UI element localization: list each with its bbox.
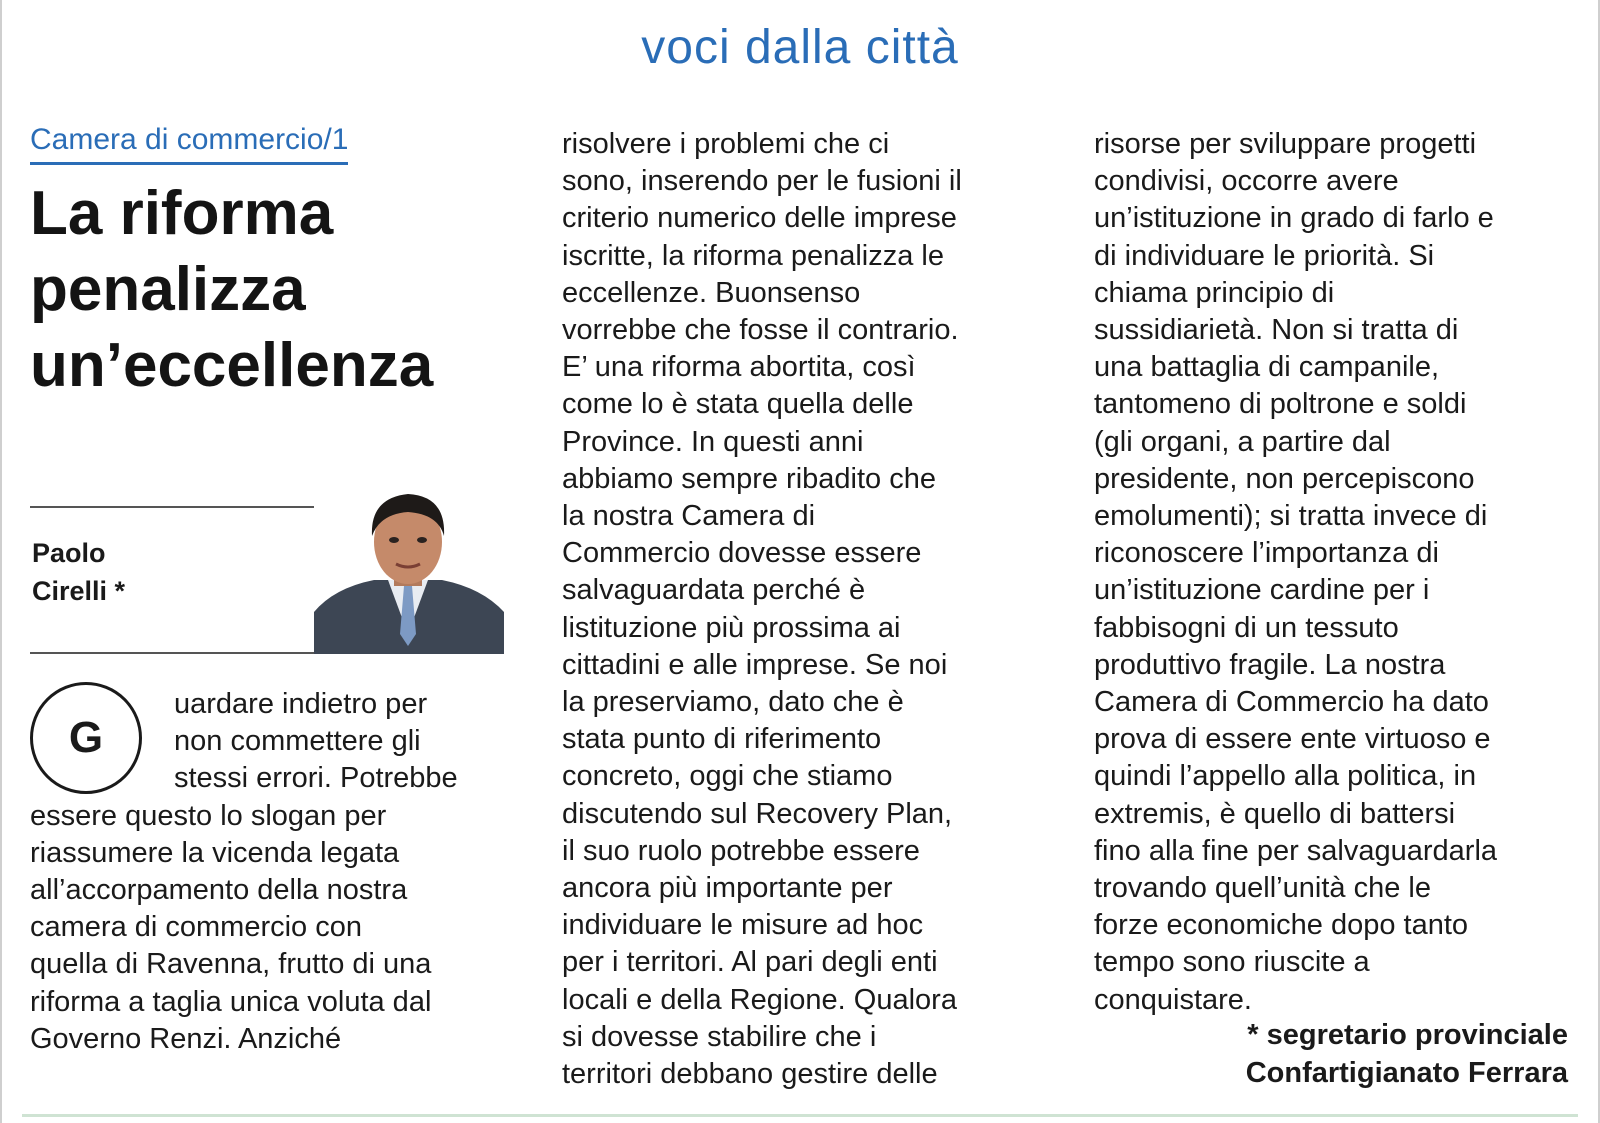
- text-line: un’istituzione cardine per i: [1094, 574, 1430, 607]
- text-line: sussidiarietà. Non si tratta di: [1094, 314, 1459, 347]
- drop-cap: G: [30, 682, 142, 794]
- text-line: produttivo fragile. La nostra: [1094, 648, 1446, 681]
- text-line: listituzione più prossima ai: [562, 611, 901, 644]
- text-line: un’istituzione in grado di farlo e: [1094, 202, 1494, 235]
- text-line: abbiamo sempre ribadito che: [562, 462, 936, 495]
- text-line: vorrebbe che fosse il contrario.: [562, 314, 959, 347]
- text-line: territori debbano gestire delle: [562, 1058, 938, 1091]
- author-signature: [1246, 1016, 1568, 1092]
- text-line: riassumere la vicenda legata: [30, 836, 400, 869]
- text-line: salvaguardata perché è: [562, 574, 866, 607]
- text-line: chiama principio di: [1094, 276, 1335, 309]
- text-line: fino alla fine per salvaguardarla: [1094, 834, 1498, 867]
- text-line: iscritte, la riforma penalizza le: [562, 239, 944, 272]
- signature-line: Confartigianato Ferrara: [1245, 1057, 1568, 1089]
- text-line: locali e della Regione. Qualora: [562, 983, 957, 1016]
- text-line: eccellenze. Buonsenso: [562, 276, 861, 309]
- text-line: non commettere gli: [174, 725, 421, 758]
- text-line: riconoscere l’importanza di: [1094, 537, 1439, 570]
- text-line: presidente, non percepiscono: [1094, 462, 1475, 495]
- text-line: emolumenti); si tratta invece di: [1094, 500, 1488, 533]
- text-line: camera di commercio con: [30, 911, 362, 944]
- author-last-name: Cirelli *: [32, 576, 126, 606]
- text-line: prova di essere ente virtuoso e: [1094, 723, 1491, 756]
- text-line: essere questo lo slogan per: [30, 799, 387, 832]
- text-line: conquistare.: [1094, 983, 1252, 1016]
- text-line: individuare le misure ad hoc: [562, 909, 924, 942]
- article-column-3: [1094, 126, 1584, 1019]
- text-line: risorse per sviluppare progetti: [1094, 128, 1477, 160]
- article-column-1: [30, 686, 510, 1058]
- text-line: concreto, oggi che stiamo: [562, 760, 893, 793]
- text-line: si dovesse stabilire che i: [562, 1020, 877, 1053]
- text-line: quella di Ravenna, frutto di una: [30, 948, 432, 981]
- text-line: criterio numerico delle imprese: [562, 202, 957, 235]
- headline-line: un’eccellenza: [30, 331, 434, 400]
- signature-line: * segretario provinciale: [1247, 1019, 1568, 1051]
- author-photo: [314, 484, 504, 654]
- text-line: tantomeno di poltrone e soldi: [1094, 388, 1467, 421]
- bottom-divider: [22, 1114, 1578, 1117]
- text-line: sono, inserendo per le fusioni il: [562, 165, 962, 198]
- text-line: uardare indietro per: [174, 688, 428, 720]
- author-name: [32, 534, 192, 610]
- text-line: condivisi, occorre avere: [1094, 165, 1399, 198]
- author-portrait-image: [314, 484, 504, 654]
- text-line: come lo è stata quella delle: [562, 388, 914, 421]
- article-kicker: Camera di commercio/1: [30, 122, 348, 165]
- text-line: discutendo sul Recovery Plan,: [562, 797, 953, 830]
- text-line: Commercio dovesse essere: [562, 537, 922, 570]
- text-line: cittadini e alle imprese. Se noi: [562, 648, 948, 681]
- text-line: di individuare le priorità. Si: [1094, 239, 1435, 272]
- text-line: riforma a taglia unica voluta dal: [30, 985, 432, 1018]
- headline-line: La riforma: [30, 179, 334, 248]
- text-line: trovando quell’unità che le: [1094, 872, 1431, 905]
- text-line: una battaglia di campanile,: [1094, 351, 1440, 384]
- text-line: il suo ruolo potrebbe essere: [562, 834, 920, 867]
- text-line: forze economiche dopo tanto: [1094, 909, 1469, 942]
- text-line: all’accorpamento della nostra: [30, 874, 408, 907]
- headline-line: penalizza: [30, 255, 306, 324]
- section-header: voci dalla città: [641, 21, 959, 74]
- text-line: Province. In questi anni: [562, 425, 864, 458]
- text-line: E’ una riforma abortita, così: [562, 351, 916, 384]
- text-line: ancora più importante per: [562, 872, 893, 905]
- text-line: stata punto di riferimento: [562, 723, 882, 756]
- text-line: la nostra Camera di: [562, 500, 816, 533]
- article-column-2: [562, 126, 1062, 1093]
- text-line: Governo Renzi. Anziché: [30, 1022, 342, 1055]
- text-line: extremis, è quello di battersi: [1094, 797, 1456, 830]
- text-line: risolvere i problemi che ci: [562, 128, 890, 160]
- text-line: la preserviamo, dato che è: [562, 686, 904, 719]
- text-line: (gli organi, a partire dal: [1094, 425, 1391, 458]
- text-line: per i territori. Al pari degli enti: [562, 946, 938, 979]
- text-line: tempo sono riuscite a: [1094, 946, 1370, 979]
- author-first-name: Paolo: [32, 538, 106, 568]
- author-box: [30, 506, 504, 654]
- text-line: stessi errori. Potrebbe: [174, 762, 458, 795]
- text-line: fabbisogni di un tessuto: [1094, 611, 1399, 644]
- text-line: quindi l’appello alla politica, in: [1094, 760, 1477, 793]
- article-headline: [30, 176, 500, 404]
- text-line: Camera di Commercio ha dato: [1094, 686, 1489, 719]
